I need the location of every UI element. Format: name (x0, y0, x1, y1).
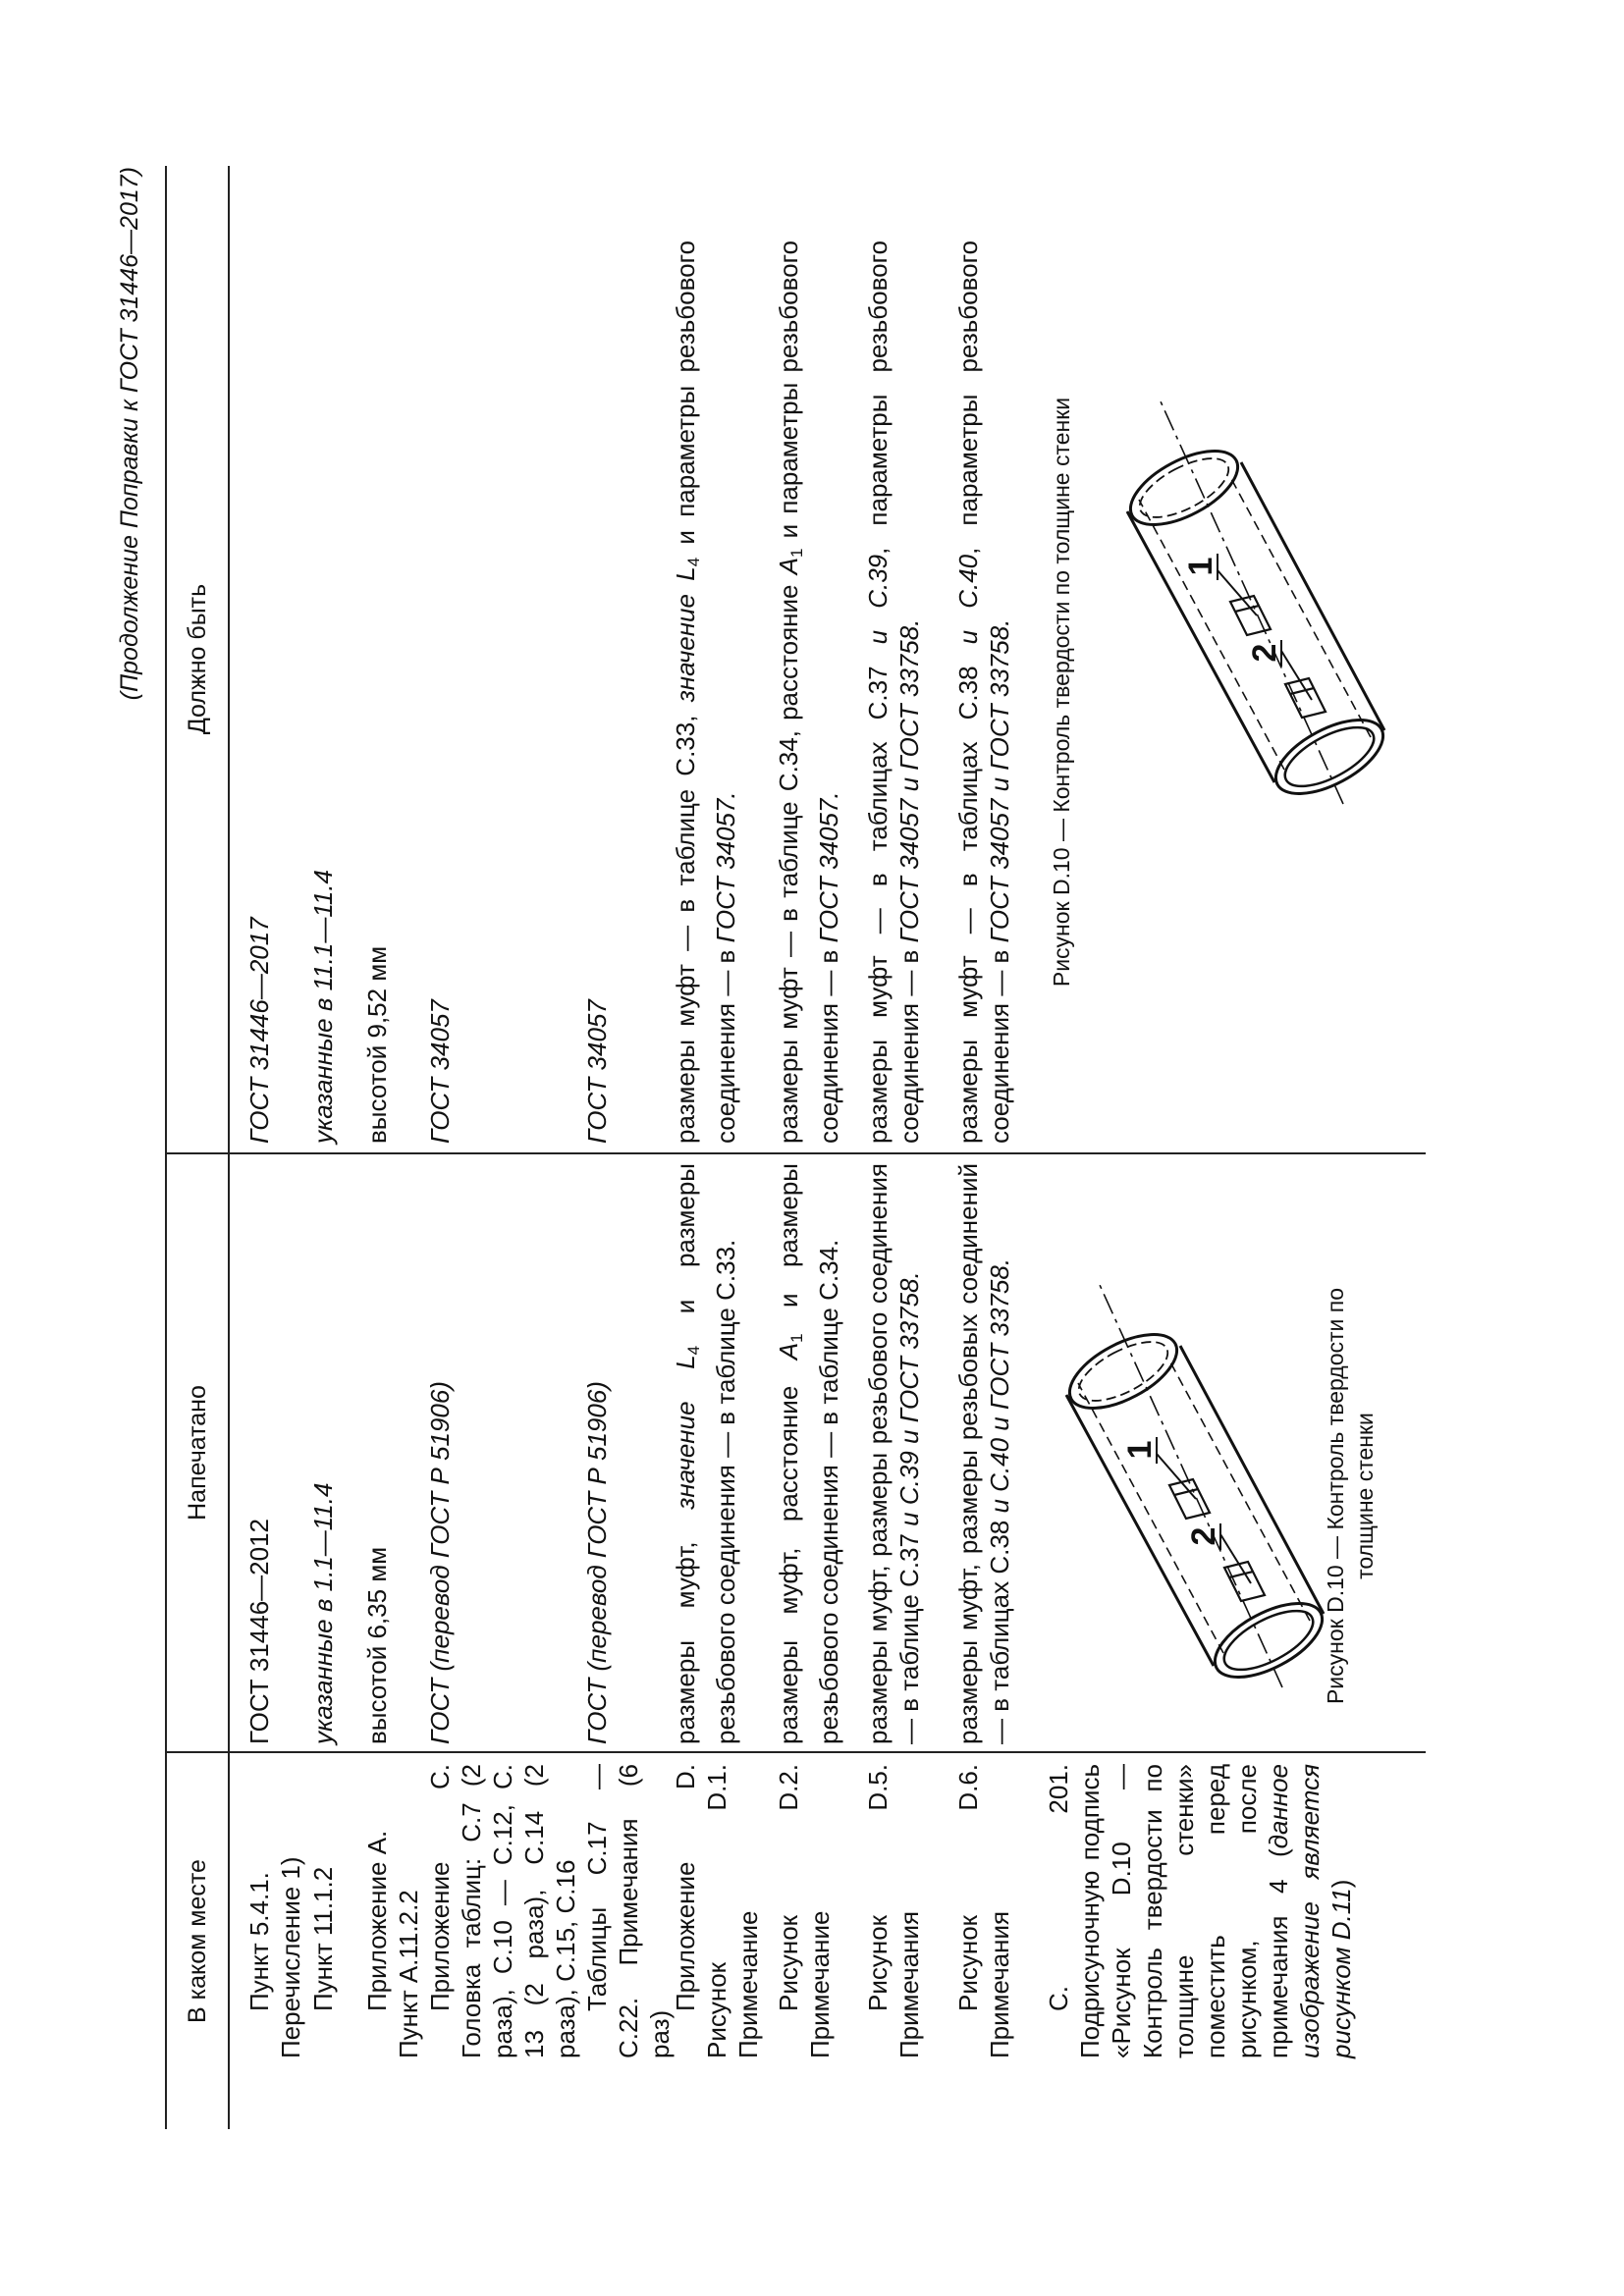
subscript: 1 (787, 1333, 806, 1343)
subscript: 4 (684, 1345, 703, 1356)
hidden-inner-wall (1229, 475, 1371, 737)
label-2: 2 (1185, 1526, 1222, 1546)
text-italic: и С.39 и ГОСТ 33758. (894, 1271, 924, 1526)
pipe-end-left-outer (1204, 1588, 1333, 1692)
row-printed (670, 1163, 741, 1744)
text-italic: ГОСТ 34057 и ГОСТ 33758. (894, 618, 924, 943)
column-divider-1 (165, 1751, 1426, 1753)
header-location: В каком месте (183, 1859, 211, 2023)
text-italic: значение L (671, 566, 700, 703)
row-should-be (952, 240, 1015, 1144)
row-should-be: ГОСТ 31446—2017 (244, 917, 274, 1144)
specimen-2 (1285, 678, 1326, 718)
row-should-be: высотой 9,52 мм (362, 945, 392, 1144)
text: размеры муфт — в таблице С.34, расстояние (774, 574, 803, 1144)
text: размеры муфт — в таблицах С.38 (953, 644, 983, 1144)
row-printed (952, 1163, 1015, 1744)
hidden-inner-wall (1078, 1383, 1223, 1653)
text: размеры муфт — в таблице С.33, (671, 702, 700, 1144)
hidden-inner-wall (1139, 500, 1284, 770)
text: и размеры резьбового соединения — в таблице С.33. (671, 1163, 740, 1744)
text: размеры муфт, размеры резьбового соединения — в таблице С.37 (863, 1163, 924, 1744)
row-printed (773, 1163, 844, 1744)
text-italic: данное изображение является рисунком D.11 (1264, 1764, 1356, 2058)
text: ) (1326, 1879, 1356, 1889)
text-italic: значение L (671, 1355, 700, 1510)
row-should-be (670, 240, 741, 1144)
header-should-be: Должно быть (183, 583, 211, 735)
text: размеры муфт, расстояние (774, 1360, 803, 1744)
row-location: Пункт 5.4.1. Перечисление 1) (244, 1856, 305, 2058)
text: размеры муфт, размеры резьбовых соединений — в таблицах С.38 (953, 1163, 1014, 1744)
row-printed: высотой 6,35 мм (362, 1546, 392, 1744)
text-italic: и С.39 (863, 554, 893, 645)
text: , параметры резьбового соединения — в (863, 240, 924, 1144)
hidden-inner-wall (1168, 1359, 1310, 1621)
row-should-be (862, 240, 925, 1144)
row-location: Рисунок D.5. Примечания (863, 1764, 924, 2058)
figure-caption-printed: Рисунок D.10 — Контроль твердости по толщине стенки (1323, 1287, 1378, 1705)
row-printed: указанные в 1.1—11.4 (308, 1482, 338, 1744)
row-location: Приложение D. Рисунок D.1. Примечание (671, 1764, 763, 2058)
row-location (1043, 1764, 1357, 2058)
specimen-2 (1224, 1562, 1265, 1601)
row-printed (862, 1163, 925, 1744)
row-should-be: ГОСТ 34057 (425, 999, 455, 1144)
text-italic: и С.40 и ГОСТ 33758. (985, 1257, 1014, 1514)
text: , параметры резьбового соединения — в (953, 240, 1014, 1144)
row-location: Рисунок D.2. Примечание (774, 1764, 835, 2058)
label-1: 1 (1182, 557, 1219, 576)
row-should-be: указанные в 11.1—11.4 (308, 870, 338, 1144)
text-italic: A (774, 1342, 803, 1361)
continuation-note: (Продолжение Поправки к ГОСТ 31446—2017) (116, 167, 143, 701)
text: размеры муфт — в таблицах С.37 (863, 644, 893, 1144)
header-printed: Напечатано (183, 1385, 211, 1521)
text: С. 201. Подрисуночную подпись «Рисунок D.10 — Контроль твердости по толщине стенки» поместить перед рисунком, после примечания 4 ( (1044, 1764, 1293, 2058)
text: и параметры резьбового соединения — в (671, 240, 740, 1144)
subscript: 4 (684, 557, 703, 567)
leader-1 (1218, 570, 1257, 615)
text: и параметры резьбового соединения — в (774, 240, 843, 1144)
header-bottom-rule (228, 166, 230, 2129)
leader-1 (1157, 1454, 1196, 1499)
pipe-end-left-outer (1265, 705, 1394, 809)
row-location: Приложение А. Пункт А.11.2.2 (362, 1830, 423, 2058)
label-2: 2 (1246, 643, 1283, 663)
pipe-figure-printed (1049, 1285, 1343, 1707)
pipe-figure-corrected (1110, 401, 1404, 824)
row-location: Приложение С. Головка таблиц: С.7 (2 раза), С.10 — С.12, С. 13 (2 раза), С.14 (2 раза), С.15, С.16 (425, 1764, 580, 2058)
row-should-be (773, 240, 844, 1144)
text-italic: A (774, 557, 803, 575)
row-printed: ГОСТ 31446—2012 (244, 1518, 274, 1744)
row-printed: ГОСТ (перевод ГОСТ Р 51906) (582, 1381, 612, 1744)
text-italic: ГОСТ 34057. (711, 791, 740, 943)
row-location: Рисунок D.6. Примечания (953, 1764, 1014, 2058)
text: размеры муфт, (671, 1509, 700, 1744)
text: и размеры резьбового соединения — в таблице С.34. (774, 1163, 843, 1744)
row-location: Таблицы С.17 — С.22. Примечания (6 раз) (582, 1764, 675, 2058)
pipe-wall-bottom (1180, 1346, 1324, 1614)
subscript: 1 (787, 548, 806, 558)
text-italic: и С.40 (953, 554, 983, 645)
text-italic: ГОСТ 34057. (814, 791, 843, 943)
column-divider-2 (165, 1152, 1426, 1154)
label-1: 1 (1121, 1440, 1159, 1460)
pipe-wall-bottom (1241, 462, 1384, 730)
figure-caption-corrected: Рисунок D.10 — Контроль твердости по толщине стенки (1049, 397, 1074, 988)
row-location: Пункт 11.1.2 (308, 1866, 338, 2011)
row-should-be: ГОСТ 34057 (582, 999, 612, 1144)
text-italic: ГОСТ 34057 и ГОСТ 33758. (985, 618, 1014, 943)
row-printed: ГОСТ (перевод ГОСТ Р 51906) (425, 1381, 455, 1744)
